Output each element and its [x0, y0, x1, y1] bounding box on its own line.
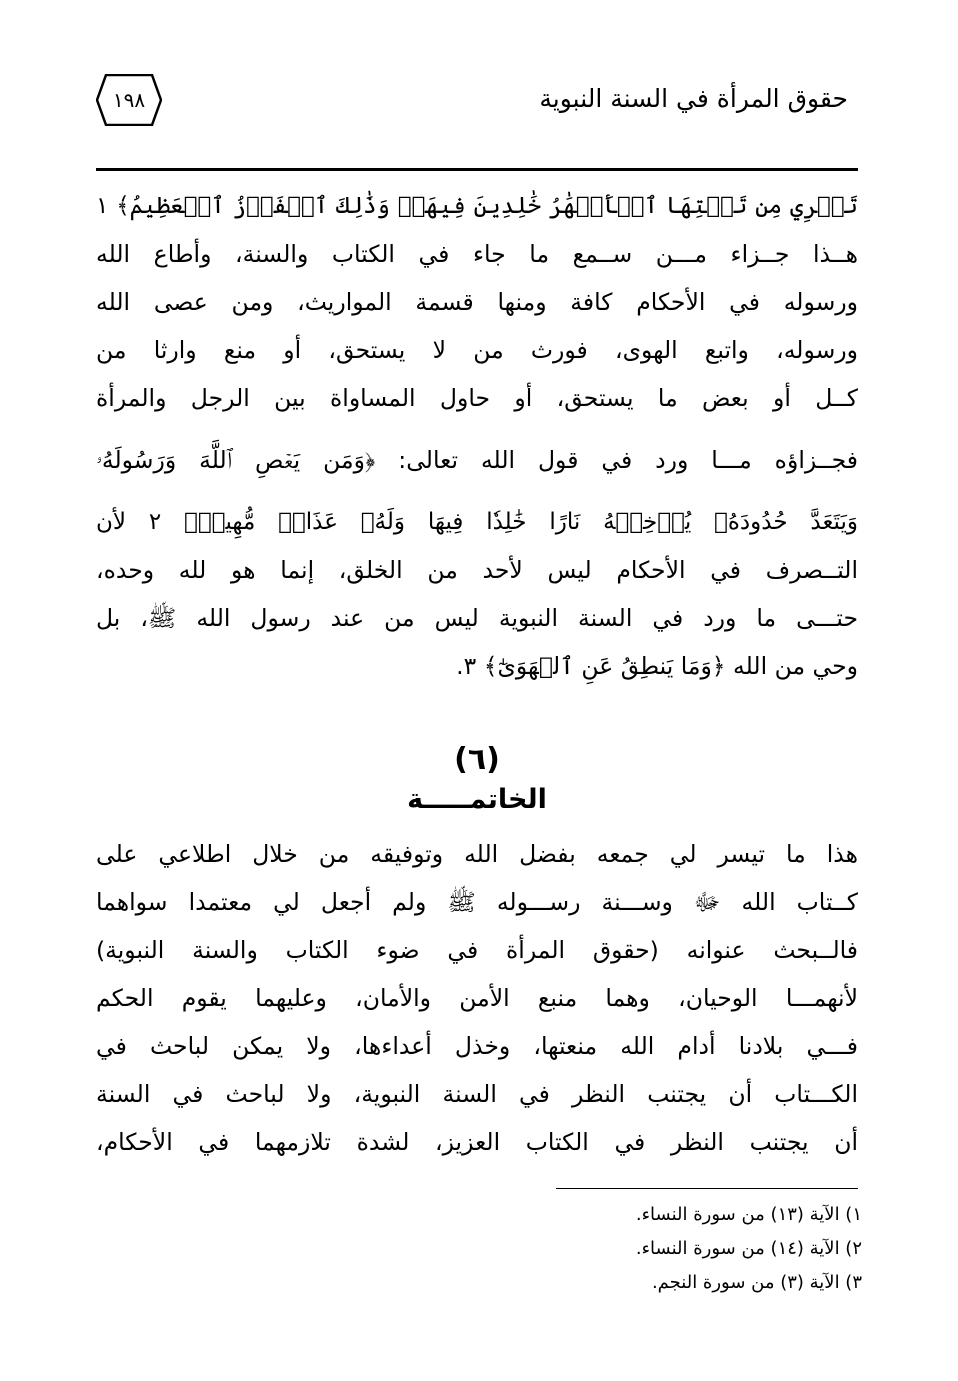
body-line: وحي من الله ﴿وَمَا يَنطِقُ عَنِ ٱلۡهَوَىٰٓ﴾ ٣.	[456, 652, 858, 680]
body-line: ورسوله في الأحكام كافة ومنها قسمة المواريث، ومن عصى الله	[96, 288, 858, 316]
body-line: كــتاب الله ﷻ وســـنة رســـوله ﷺ ولم أجعل لي معتمدا سواهما	[96, 888, 858, 916]
footnote-1: ١) الآية (١٣) من سورة النساء.	[635, 1204, 862, 1225]
footnote-divider	[556, 1188, 858, 1189]
section-title: الخاتمـــــة	[407, 784, 547, 815]
page-number: ١٩٨	[112, 88, 146, 112]
body-line: التــصرف في الأحكام ليس لأحد من الخلق، إنما هو لله وحده،	[96, 556, 858, 584]
body-line: هــذا جــزاء مـــن ســمع ما جاء في الكتاب والسنة، وأطاع الله	[96, 240, 858, 268]
body-line: هذا ما تيسر لي جمعه بفضل الله وتوفيقه من خلال اطلاعي على	[96, 840, 858, 868]
body-line: ورسوله، واتبع الهوى، فورث من لا يستحق، أو منع وارثا من	[96, 336, 858, 364]
footnote-3: ٣) الآية (٣) من سورة النجم.	[651, 1272, 862, 1293]
body-block-2	[96, 830, 858, 1166]
body-line: فالــبحث عنوانه (حقوق المرأة في ضوء الكتاب والسنة النبوية)	[96, 936, 858, 964]
body-line: كــل أو بعض ما يستحق، أو حاول المساواة بين الرجل والمرأة	[96, 384, 858, 412]
footnotes	[636, 1198, 862, 1300]
quran-verse-line: تَجۡرِي مِن تَحۡتِهَا ٱلۡأَنۡهَٰرُ خَٰلِدِينَ فِيهَاۚ وَذَٰلِكَ ٱلۡفَوۡزُ ٱلۡعَظِيمُ﴾ ١	[96, 193, 858, 219]
header-divider	[96, 168, 858, 171]
body-line: لأنهمـــا الوحيان، وهما منبع الأمن والأمان، وعليهما يقوم الحكم	[96, 984, 858, 1012]
body-line: فـــي بلادنا أدام الله منعتها، وخذل أعداءها، ولا يمكن لباحث في	[96, 1032, 858, 1060]
footnote-2: ٢) الآية (١٤) من سورة النساء.	[635, 1238, 862, 1259]
quran-verse-line: وَيَتَعَدَّ حُدُودَهُۥ يُدۡخِلۡهُ نَارًا خَٰلِدٗا فِيهَا وَلَهُۥ عَذَابٞ مُّهِينٞ﴾ ٢ لأن	[96, 509, 858, 535]
section-number: (٦)	[454, 742, 500, 777]
body-line: الكـــتاب أن يجتنب النظر في السنة النبوية، ولا لباحث في السنة	[96, 1080, 858, 1108]
page-number-badge	[96, 74, 162, 126]
running-header-title: حقوق المرأة في السنة النبوية	[539, 84, 848, 113]
body-line: فجــزاؤه مـــا ورد في قول الله تعالى: ﴿وَمَن يَعۡصِ ٱللَّهَ وَرَسُولَهُۥ	[96, 446, 858, 474]
body-line: حتـــى ما ورد في السنة النبوية ليس من عند رسول الله ﷺ، بل	[96, 604, 858, 632]
body-block-1	[96, 182, 858, 690]
body-line: أن يجتنب النظر في الكتاب العزيز، لشدة تلازمهما في الأحكام،	[96, 1128, 858, 1156]
